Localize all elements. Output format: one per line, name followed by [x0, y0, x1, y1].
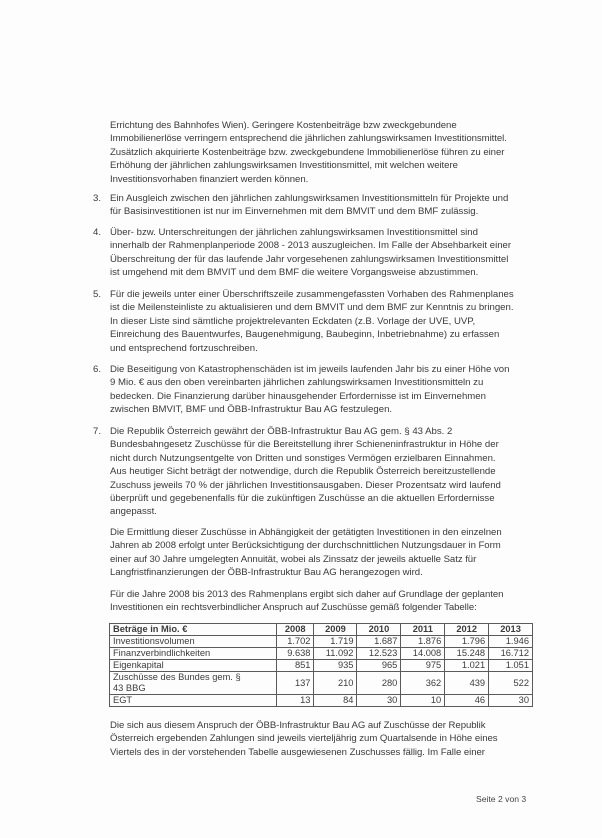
- text-line: für Basisinvestitionen ist nur im Einvernehmen mit dem BMVIT und dem BMF zulässig.: [110, 206, 479, 218]
- text-line: In dieser Liste sind sämtliche projektrelevanten Eckdaten (z.B. Vorlage der UVE, UVP,: [110, 315, 476, 327]
- cell: 851: [277, 660, 314, 672]
- table-row: [110, 672, 533, 695]
- cell: 11.092: [314, 648, 357, 660]
- text-line: zwischen BMVIT, BMF und ÖBB-Infrastruktur Bau AG festzulegen.: [110, 404, 393, 416]
- text-line: Erhöhung der jährlichen zahlungswirksamen Investitionsmittel, mit welchen weitere: [110, 160, 458, 172]
- row-label: EGT: [110, 695, 277, 707]
- text-line: Aus heutiger Sicht beträgt der notwendige, durch die Republik Österreich bereitzustellende: [110, 466, 496, 478]
- cell: 362: [401, 672, 445, 695]
- table-row: [110, 636, 533, 648]
- cell: 15.248: [445, 648, 489, 660]
- cell: 965: [357, 660, 401, 672]
- cell: 46: [445, 695, 489, 707]
- text-line: 9 Mio. € aus den oben vereinbarten jährlichen zahlungswirksamen Investitionsmitteln zu: [110, 377, 484, 389]
- cell: 1.876: [401, 636, 445, 648]
- item-number: 7.: [93, 426, 102, 437]
- text-line: ist die Meilensteinliste zu aktualisieren und dem BMVIT und dem BMF zur Kenntnis zu bringen.: [110, 302, 514, 314]
- cell: 280: [357, 672, 401, 695]
- cell: 9.638: [277, 648, 314, 660]
- cell: 1.687: [357, 636, 401, 648]
- table-header-year: 2013: [489, 624, 533, 636]
- cell: 522: [489, 672, 533, 695]
- cell: 439: [445, 672, 489, 695]
- cell: 13: [277, 695, 314, 707]
- text-line: Zusätzlich akquirierte Kostenbeiträge bzw. zweckgebundene Immobilienerlöse führen zu einer: [110, 146, 505, 158]
- text-line: Die sich aus diesem Anspruch der ÖBB-Infrastruktur Bau AG auf Zuschüsse der Republik: [110, 720, 486, 731]
- text-line: innerhalb der Rahmenplanperiode 2008 - 2013 auszugleichen. Im Falle der Absehbarkeit einer: [110, 240, 512, 252]
- intro-paragraph: [110, 119, 540, 186]
- item-text: [110, 288, 542, 355]
- item-text: [110, 192, 542, 219]
- text-line: Jahren ab 2008 erfolgt unter Berücksichtigung der durchschnittlichen Nutzungsdauer in Form: [110, 540, 501, 552]
- cell: 10: [401, 695, 445, 707]
- cell: 935: [314, 660, 357, 672]
- text-line: angepasst.: [110, 506, 157, 518]
- item-text: [110, 226, 542, 280]
- text-line: bedecken. Die Finanzierung darüber hinausgehender Erfordernisse ist im Einvernehmen: [110, 390, 486, 402]
- cell: 12.523: [357, 648, 401, 660]
- item-text: [110, 425, 542, 519]
- table-row: [110, 695, 533, 707]
- paragraph-ermittlung: [110, 526, 540, 580]
- table-row: [110, 660, 533, 672]
- item-number: 5.: [93, 289, 102, 300]
- text-line: Österreich ergebenden Zahlungen sind jeweils vierteljährig zum Quartalsende in Höhe eines: [110, 733, 498, 745]
- cell: 30: [357, 695, 401, 707]
- table-header-year: 2011: [401, 624, 445, 636]
- page-number-footer: Seite 2 von 3: [476, 794, 527, 804]
- text-line: Viertels des in der vorstehenden Tabelle ausgewiesenen Zuschusses fällig. Im Falle einer: [110, 746, 485, 758]
- item-text: [110, 363, 542, 417]
- cell: 1.021: [445, 660, 489, 672]
- text-line: Ein Ausgleich zwischen den jährlichen zahlungswirksamen Investitionsmitteln für Projekte und: [110, 193, 509, 204]
- paragraph-jahre: [110, 588, 540, 615]
- cell: 137: [277, 672, 314, 695]
- cell: 210: [314, 672, 357, 695]
- table-header-year: 2010: [357, 624, 401, 636]
- text-line: Für die Jahre 2008 bis 2013 des Rahmenplans ergibt sich daher auf Grundlage der geplanten: [110, 589, 504, 600]
- text-line: und entsprechend fortzuschreiben.: [110, 342, 258, 354]
- cell: 16.712: [489, 648, 533, 660]
- cell: 975: [401, 660, 445, 672]
- text-line: Einreichung des Bauentwurfes, Baugenehmigung, Baubeginn, Inbetriebnahme) zu erfassen: [110, 329, 500, 341]
- cell: 1.702: [277, 636, 314, 648]
- cell: 1.796: [445, 636, 489, 648]
- text-line: Überschreitung der für das laufende Jahr vorgesehenen zahlungswirksamen Investitionsmittel: [110, 253, 509, 265]
- cell: 1.051: [489, 660, 533, 672]
- paragraph-final: [110, 719, 540, 759]
- text-line: Investitionen ein rechtsverbindlicher Anspruch auf Zuschüsse gemäß folgender Tabelle:: [110, 602, 477, 614]
- item-number: 6.: [93, 364, 102, 375]
- row-label-line: 43 BBG: [113, 683, 146, 693]
- row-label: [110, 672, 277, 695]
- cell: 14.008: [401, 648, 445, 660]
- table-header-label: Beträge in Mio. €: [110, 624, 277, 636]
- cell: 1.719: [314, 636, 357, 648]
- item-number: 3.: [93, 193, 102, 204]
- text-line: Investitionsvorhaben finanziert werden können.: [110, 173, 309, 185]
- row-label: Eigenkapital: [110, 660, 277, 672]
- text-line: Über- bzw. Unterschreitungen der jährlichen zahlungswirksamen Investitionsmittel sind: [110, 227, 478, 238]
- text-line: Langfristfinanzierungen der ÖBB-Infrastruktur Bau AG herangezogen wird.: [110, 567, 423, 579]
- row-label: Finanzverbindlichkeiten: [110, 648, 277, 660]
- text-line: ist umgehend mit dem BMVIT und dem BMF die weitere Vorgangsweise abzustimmen.: [110, 267, 479, 279]
- cell: 84: [314, 695, 357, 707]
- text-line: Bundesbahngesetz Zuschüsse für die Bereitstellung ihrer Schieneninfrastruktur in Höhe der: [110, 439, 499, 451]
- text-line: Errichtung des Bahnhofes Wien). Geringere Kostenbeiträge bzw zweckgebundene: [110, 120, 457, 131]
- row-label: Investitionsvolumen: [110, 636, 277, 648]
- table-header-year: 2009: [314, 624, 357, 636]
- text-line: Die Beseitigung von Katastrophenschäden ist im jeweils laufenden Jahr bis zu einer Höhe von: [110, 364, 510, 375]
- text-line: Immobilienerlöse verringern entsprechend die jährlichen zahlungswirksamen Investitionsmittel.: [110, 133, 507, 145]
- cell: 1.946: [489, 636, 533, 648]
- table-header-row: [110, 624, 533, 636]
- investment-table: [109, 623, 533, 707]
- item-number: 4.: [93, 227, 102, 238]
- table-header-year: 2008: [277, 624, 314, 636]
- table-row: [110, 648, 533, 660]
- text-line: Für die jeweils unter einer Überschriftszeile zusammengefassten Vorhaben des Rahmenplanes: [110, 289, 514, 300]
- text-line: Zuschuss jeweils 70 % der jährlichen Investitionsausgaben. Dieser Prozentsatz wird laufend: [110, 479, 501, 491]
- row-label-line: Zuschüsse des Bundes gem. §: [113, 672, 241, 682]
- table-header-year: 2012: [445, 624, 489, 636]
- text-line: einer auf 30 Jahre umgelegten Annuität, wobei als Zinssatz der jeweils aktuelle Satz für: [110, 553, 477, 565]
- text-line: nicht durch Nutzungsentgelte von Dritten und sonstiges Vermögen erzielbaren Einnahmen.: [110, 452, 496, 464]
- cell: 30: [489, 695, 533, 707]
- text-line: Die Ermittlung dieser Zuschüsse in Abhängigkeit der getätigten Investitionen in den einzelnen: [110, 527, 502, 538]
- text-line: überprüft und gegebenenfalls für die zukünftigen Zuschüsse an die aktuellen Erfordernisse: [110, 493, 495, 505]
- text-line: Die Republik Österreich gewährt der ÖBB-Infrastruktur Bau AG gem. § 43 Abs. 2: [110, 426, 453, 437]
